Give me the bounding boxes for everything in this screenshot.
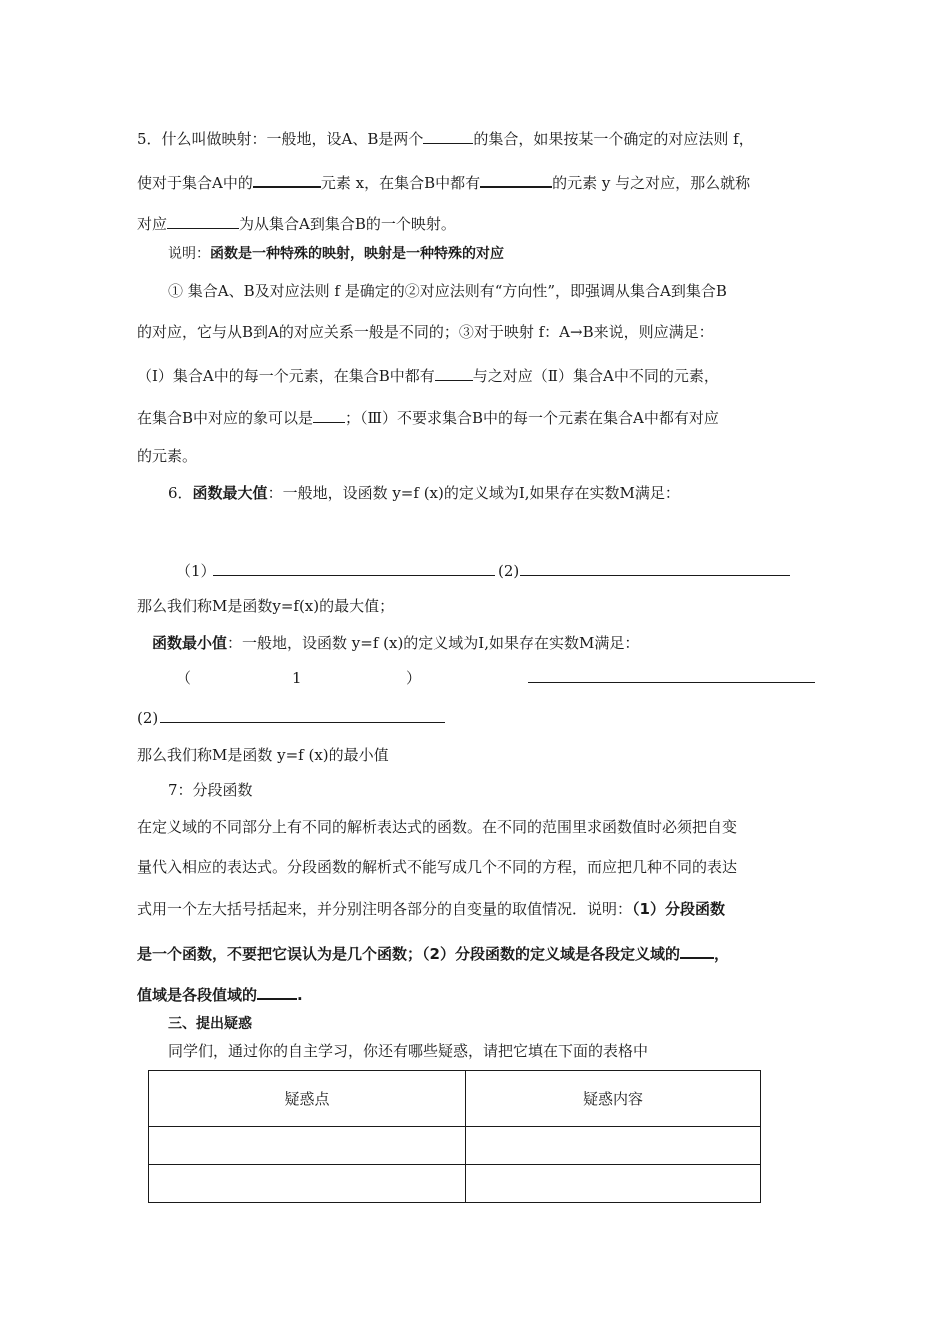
text: 元素 x，在集合B中都有 [320, 174, 481, 192]
bold-text: 值域是各段值域的 [137, 986, 258, 1004]
blank[interactable] [313, 406, 345, 423]
text: 对应 [137, 215, 168, 233]
blank[interactable] [167, 212, 239, 229]
blank[interactable] [253, 170, 321, 188]
s5-p5: 的元素。 [137, 447, 198, 465]
blank[interactable] [480, 170, 552, 188]
blank[interactable] [435, 364, 473, 381]
table-cell[interactable] [149, 1165, 466, 1203]
s6-min-c1-num: 1 [292, 669, 302, 687]
header-doubt-point: 疑惑点 [149, 1071, 466, 1127]
bold-text: （1）分段函数 [632, 900, 725, 918]
s6-min-heading [152, 633, 639, 653]
min-title: 函数最小值 [152, 634, 228, 652]
s6-min-c1-open: （ [176, 669, 192, 687]
s5-line2 [137, 170, 750, 193]
s6-min-c1-line[interactable] [528, 682, 815, 683]
text: 的集合，如果按某一个确定的对应法则 f， [473, 130, 754, 148]
doubt-table [148, 1070, 761, 1203]
s6-max-heading [168, 483, 680, 503]
s6-min-c2-line[interactable] [160, 722, 445, 723]
s5-p4 [137, 406, 719, 428]
max-title: 函数最大值 [192, 484, 268, 502]
blank[interactable] [423, 127, 473, 144]
text: 使对于集合A中的 [137, 174, 253, 192]
note-label: 说明： [168, 246, 210, 262]
s6-max-c2-line[interactable] [520, 575, 790, 576]
s3-title: 三、提出疑惑 [168, 1016, 252, 1032]
table-row [149, 1127, 761, 1165]
header-doubt-content: 疑惑内容 [466, 1071, 761, 1127]
s5-p2: 的对应，它与从B到A的对应关系一般是不同的；③对于映射 f：A→B来说，则应满足： [137, 323, 714, 341]
table-cell[interactable] [466, 1127, 761, 1165]
s7-line3 [137, 899, 725, 919]
text: 式用一个左大括号括起来，并分别注明各部分的自变量的取值情况．说明： [137, 900, 633, 918]
s6-max-c2-label: (2) [498, 562, 520, 580]
s7-line5 [137, 982, 303, 1005]
table-cell[interactable] [149, 1127, 466, 1165]
s6-min-conclusion: 那么我们称M是函数 y=f (x)的最小值 [137, 746, 389, 764]
text: ：一般地，设函数 y=f (x)的定义域为I,如果存在实数M满足： [227, 634, 640, 652]
s5-line1 [137, 127, 754, 149]
s7-line4 [137, 941, 729, 964]
bold-text: ， [713, 945, 729, 963]
s6-max-conclusion: 那么我们称M是函数y=f(x)的最大值； [137, 597, 395, 615]
text: 为从集合A到集合B的一个映射。 [239, 215, 456, 233]
table-row [149, 1165, 761, 1203]
s5-p3 [137, 364, 719, 386]
s7-title: 7：分段函数 [168, 781, 253, 799]
text: （Ⅰ）集合A中的每一个元素，在集合B中都有 [137, 367, 435, 385]
s6-max-c1-label: （1） [176, 562, 216, 580]
s6-max-c1-line[interactable] [213, 575, 495, 576]
text: 5．什么叫做映射：一般地，设A、B是两个 [137, 130, 424, 148]
table-cell[interactable] [466, 1165, 761, 1203]
s6-min-c1-close: ） [406, 669, 422, 687]
s5-note [168, 244, 504, 264]
text: ；（Ⅲ）不要求集合B中的每一个元素在集合A中都有对应 [345, 409, 719, 427]
s5-line3 [137, 212, 456, 234]
table-header-row [149, 1071, 761, 1127]
text: 与之对应（Ⅱ）集合A中不同的元素， [472, 367, 719, 385]
s7-line1: 在定义域的不同部分上有不同的解析表达式的函数。在不同的范围里求函数值时必须把自变 [137, 818, 738, 836]
blank[interactable] [680, 941, 714, 959]
text: 6． [168, 484, 193, 502]
text: 在集合B中对应的象可以是 [137, 409, 314, 427]
bold-text: 是一个函数，不要把它误认为是几个函数；（2）分段函数的定义域是各段定义域的 [137, 945, 680, 963]
s7-line2: 量代入相应的表达式。分段函数的解析式不能写成几个不同的方程，而应把几种不同的表达 [137, 858, 738, 876]
note-bold: 函数是一种特殊的映射，映射是一种特殊的对应 [210, 246, 504, 262]
s5-p1: ① 集合A、B及对应法则 f 是确定的②对应法则有“方向性”，即强调从集合A到集合B [168, 282, 727, 300]
s6-min-c2-label: (2) [137, 709, 159, 727]
bold-text: . [297, 986, 303, 1004]
blank[interactable] [257, 982, 297, 1000]
text: 的元素 y 与之对应，那么就称 [552, 174, 751, 192]
text: ：一般地，设函数 y=f (x)的定义域为I,如果存在实数M满足： [267, 484, 680, 502]
s3-intro: 同学们，通过你的自主学习，你还有哪些疑惑，请把它填在下面的表格中 [168, 1042, 649, 1060]
